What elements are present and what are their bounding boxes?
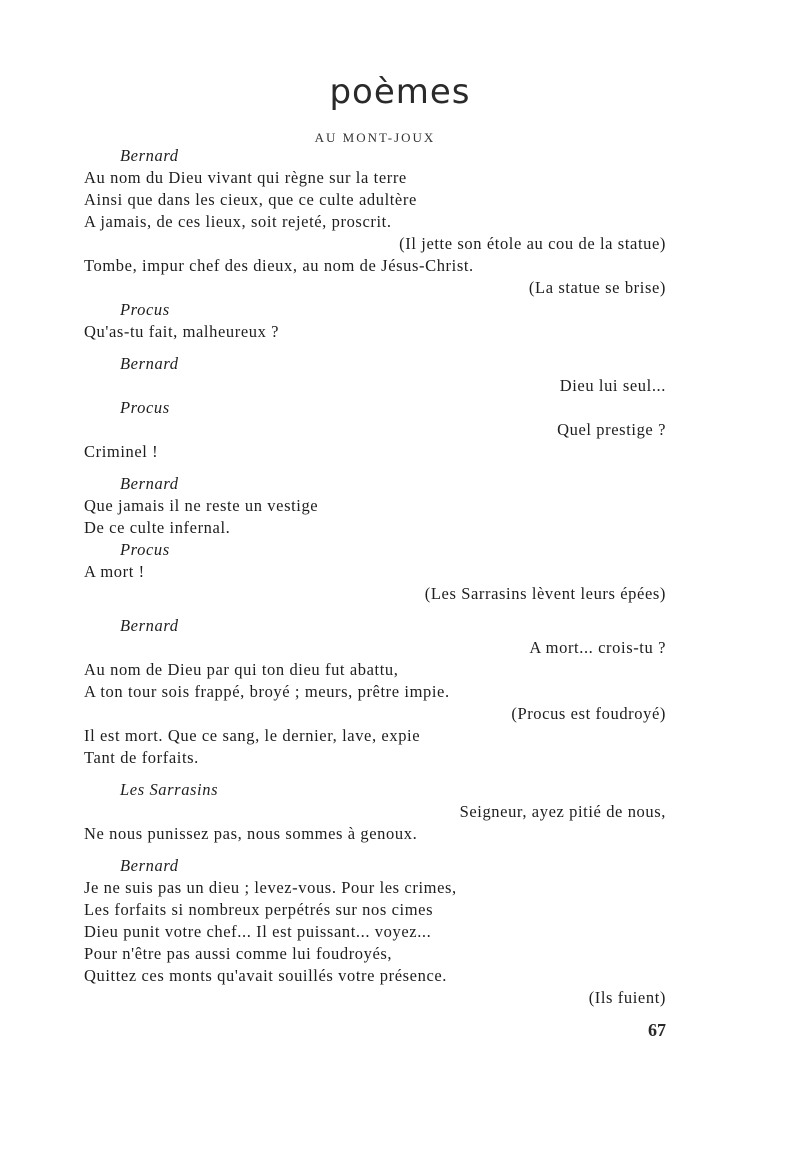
spacer [84, 463, 666, 473]
stage-direction: (Ils fuient) [588, 988, 666, 1007]
verse-line: Qu'as-tu fait, malheureux ? [84, 322, 280, 341]
speaker-name: Bernard [120, 146, 179, 165]
page-header-title: poèmes [329, 72, 471, 112]
verse-line: De ce culte infernal. [84, 518, 231, 537]
verse-line: Pour n'être pas aussi comme lui foudroyés, [84, 944, 393, 963]
verse-line: A ton tour sois frappé, broyé ; meurs, prêtre impie. [84, 682, 450, 701]
stage-direction: (Procus est foudroyé) [511, 704, 666, 723]
verse-line: Dieu punit votre chef... Il est puissant... voyez... [84, 922, 432, 941]
verse-line: Seigneur, ayez pitié de nous, [459, 802, 666, 821]
verse-line: A mort... crois-tu ? [529, 638, 666, 657]
stage-direction: (Les Sarrasins lèvent leurs épées) [424, 584, 666, 603]
spacer [84, 769, 666, 779]
verse-line: Ne nous punissez pas, nous sommes à genoux. [84, 824, 418, 843]
spacer [84, 845, 666, 855]
page-number: 67 [648, 1020, 666, 1040]
verse-line: Les forfaits si nombreux perpétrés sur nos cimes [84, 900, 434, 919]
speaker-name: Procus [120, 540, 170, 559]
speaker-name: Procus [120, 300, 170, 319]
stage-direction: (Il jette son étole au cou de la statue) [399, 234, 666, 253]
verse-line: Ainsi que dans les cieux, que ce culte adultère [84, 190, 417, 209]
speaker-name: Procus [120, 398, 170, 417]
poem-text [84, 145, 666, 1009]
verse-line: Je ne suis pas un dieu ; levez-vous. Pour les crimes, [84, 878, 457, 897]
verse-line: Au nom de Dieu par qui ton dieu fut abattu, [84, 660, 399, 679]
verse-line: Dieu lui seul... [559, 376, 666, 395]
poem-subtitle: AU MONT-JOUX [314, 130, 436, 145]
verse-line: Au nom du Dieu vivant qui règne sur la terre [84, 168, 407, 187]
verse-line: Tant de forfaits. [84, 748, 199, 767]
verse-line: A mort ! [84, 562, 145, 581]
speaker-name: Bernard [120, 354, 179, 373]
speaker-name: Bernard [120, 616, 179, 635]
verse-line: Que jamais il ne reste un vestige [84, 496, 319, 515]
verse-line: Tombe, impur chef des dieux, au nom de Jésus-Christ. [84, 256, 474, 275]
speaker-name: Bernard [120, 474, 179, 493]
speaker-name: Les Sarrasins [120, 780, 219, 799]
speaker-name: Bernard [120, 856, 179, 875]
spacer [84, 343, 666, 353]
verse-line: Il est mort. Que ce sang, le dernier, lave, expie [84, 726, 421, 745]
verse-line: Criminel ! [84, 442, 159, 461]
stage-direction: (La statue se brise) [528, 278, 666, 297]
spacer [84, 605, 666, 615]
verse-line: Quittez ces monts qu'avait souillés votre présence. [84, 966, 448, 985]
verse-line: A jamais, de ces lieux, soit rejeté, proscrit. [84, 212, 392, 231]
verse-line: Quel prestige ? [557, 420, 666, 439]
